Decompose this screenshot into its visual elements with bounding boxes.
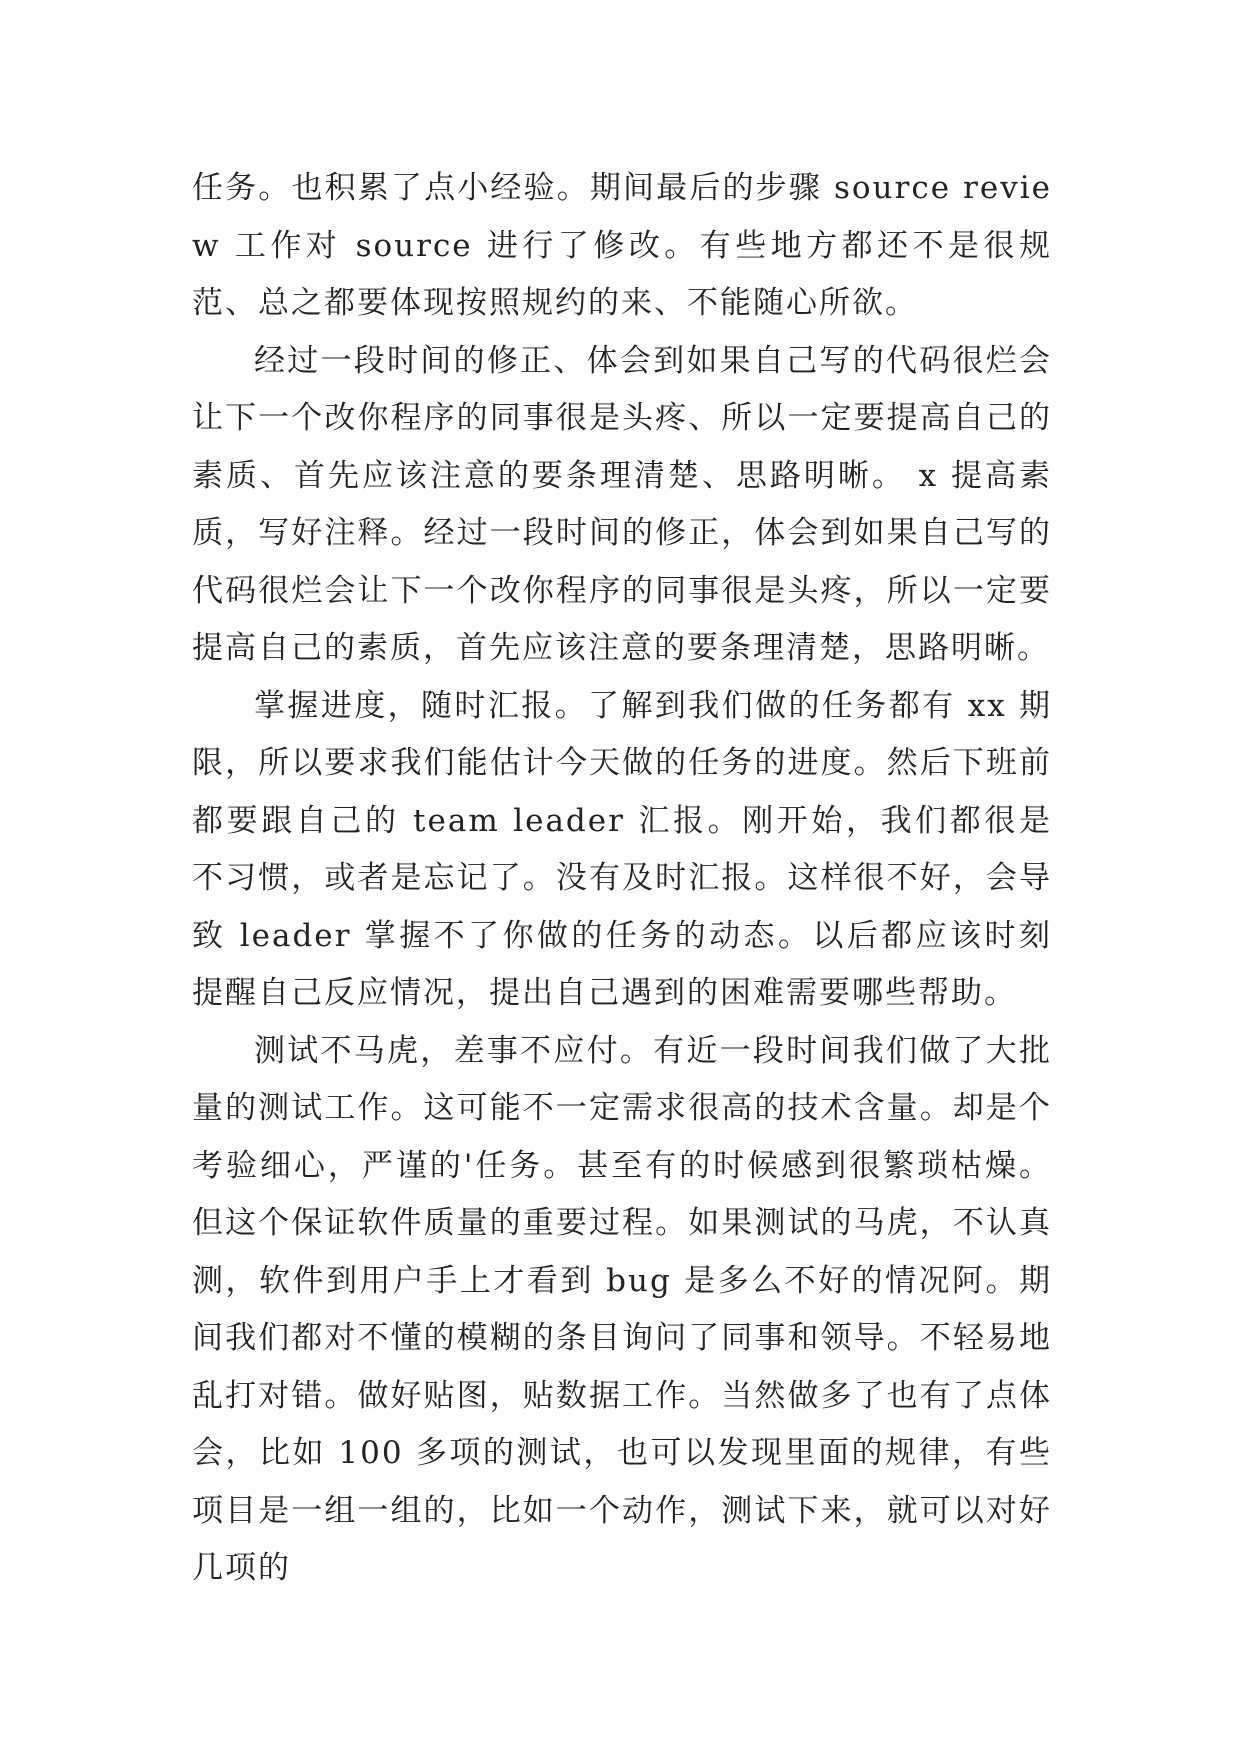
- paragraph-continued: 任务。也积累了点小经验。期间最后的步骤 source review 工作对 source 进行了修改。有些地方都还不是很规范、总之都要体现按照规约的来、不能随心所欲。: [192, 170, 1052, 321]
- paragraph-testing: 测试不马虎，差事不应付。有近一段时间我们做了大批量的测试工作。这可能不一定需求很高的技术含量。却是个考验细心，严谨的'任务。甚至有的时候感到很繁琐枯燥。但这个保证软件质量的重要过程。如果测试的马虎，不认真测，软件到用户手上才看到 bug 是多么不好的情况阿。期间我们都对不懂的模糊的条目询问了同事和领导。不轻易地乱打对错。做好贴图，贴数据工作。当然做多了也有了点体会，比如 100 多项的测试，也可以发现里面的规律，有些项目是一组一组的，比如一个动作，测试下来，就可以对好几项的: [192, 1032, 1052, 1586]
- document-body: [192, 160, 1052, 1598]
- paragraph-code-quality: 经过一段时间的修正、体会到如果自己写的代码很烂会让下一个改你程序的同事很是头疼、所以一定要提高自己的素质、首先应该注意的要条理清楚、思路明晰。 x 提高素质，写好注释。经过一段时间的修正，体会到如果自己写的代码很烂会让下一个改你程序的同事很是头疼，所以一定要提高自己的素质，首先应该注意的要条理清楚，思路明晰。: [192, 342, 1052, 666]
- paragraph-progress-report: 掌握进度，随时汇报。了解到我们做的任务都有 xx 期限，所以要求我们能估计今天做的任务的进度。然后下班前都要跟自己的 team leader 汇报。刚开始，我们都很是不习惯，或者是忘记了。没有及时汇报。这样很不好，会导致 leader 掌握不了你做的任务的动态。以后都应该时刻提醒自己反应情况，提出自己遇到的困难需要哪些帮助。: [192, 687, 1052, 1011]
